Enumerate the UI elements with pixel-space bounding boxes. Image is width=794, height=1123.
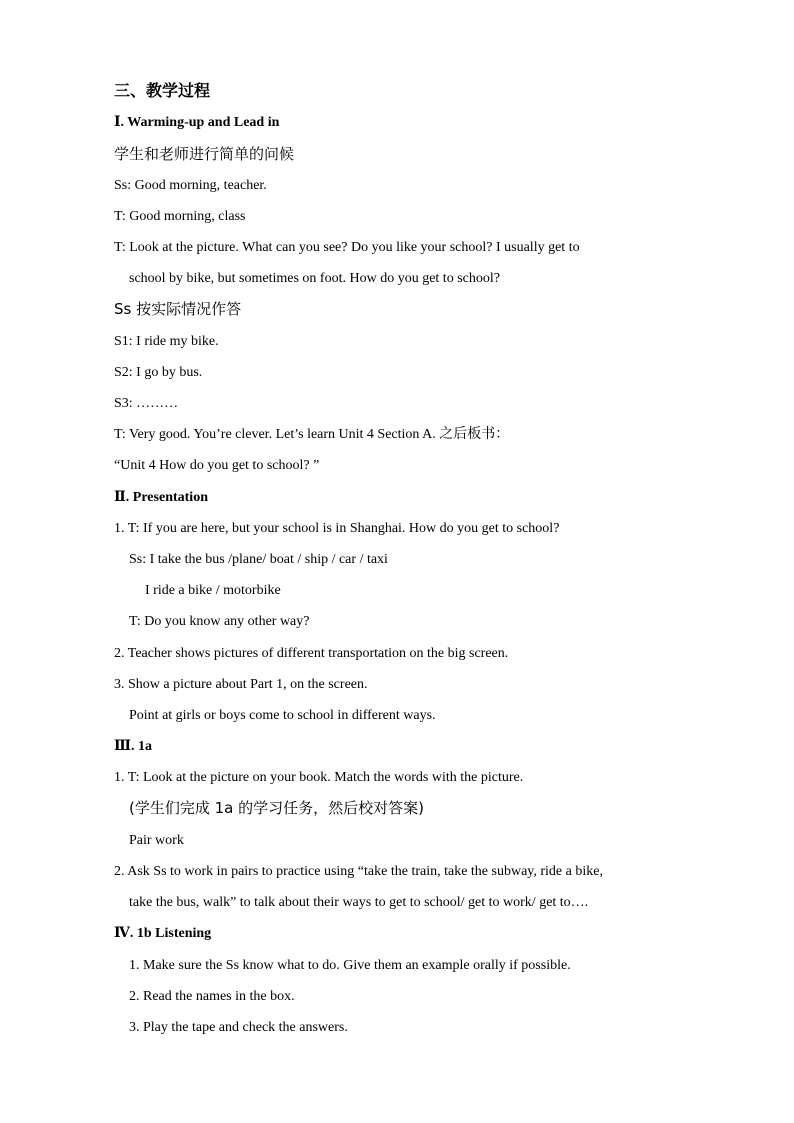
board-writing-line: “Unit 4 How do you get to school? ” xyxy=(114,458,320,473)
section-heading-teaching-process: 三、教学过程 xyxy=(114,81,211,100)
list-item-detail: Pair work xyxy=(129,833,184,848)
dialogue-line: S3: ……… xyxy=(114,396,179,411)
heading-1a: Ⅲ. 1a xyxy=(114,739,153,754)
dialogue-line: Ss: Good morning, teacher. xyxy=(114,178,267,193)
paragraph-greeting-note: 学生和老师进行简单的问候 xyxy=(114,145,295,163)
list-item: 2. Read the names in the box. xyxy=(129,989,295,1004)
list-item: 1. T: Look at the picture on your book. Match the words with the picture. xyxy=(114,770,524,785)
list-item: 3. Play the tape and check the answers. xyxy=(129,1020,348,1035)
dialogue-line: S2: I go by bus. xyxy=(114,365,203,380)
dialogue-line: T: Very good. You’re clever. Let’s learn Unit 4 Section A. 之后板书： xyxy=(114,427,510,442)
list-item-detail: Point at girls or boys come to school in different ways. xyxy=(129,708,436,723)
list-item-detail: Ss: I take the bus /plane/ boat / ship / car / taxi xyxy=(129,552,388,567)
heading-warming-up: Ⅰ. Warming-up and Lead in xyxy=(114,115,280,130)
list-item-detail: I ride a bike / motorbike xyxy=(145,583,281,598)
list-item: 3. Show a picture about Part 1, on the screen. xyxy=(114,677,368,692)
dialogue-line: S1: I ride my bike. xyxy=(114,334,219,349)
dialogue-line: T: Look at the picture. What can you see? Do you like your school? I usually get to xyxy=(114,240,580,255)
dialogue-line-continued: school by bike, but sometimes on foot. How do you get to school? xyxy=(129,271,500,286)
dialogue-line: Ss 按实际情况作答 xyxy=(114,300,242,318)
dialogue-line: T: Good morning, class xyxy=(114,209,246,224)
heading-1b-listening: Ⅳ. 1b Listening xyxy=(114,926,212,941)
heading-presentation: Ⅱ. Presentation xyxy=(114,490,208,505)
list-item-detail: take the bus, walk” to talk about their ways to get to school/ get to work/ get to…. xyxy=(129,895,589,910)
list-item: 2. Ask Ss to work in pairs to practice using “take the train, take the subway, ride a bike, xyxy=(114,864,603,879)
list-item: 1. Make sure the Ss know what to do. Give them an example orally if possible. xyxy=(129,958,571,973)
list-item: 2. Teacher shows pictures of different transportation on the big screen. xyxy=(114,646,509,661)
list-item-detail: (学生们完成 1a 的学习任务，然后校对答案) xyxy=(129,799,424,817)
list-item: 1. T: If you are here, but your school is in Shanghai. How do you get to school? xyxy=(114,521,560,536)
list-item-detail: T: Do you know any other way? xyxy=(129,614,310,629)
